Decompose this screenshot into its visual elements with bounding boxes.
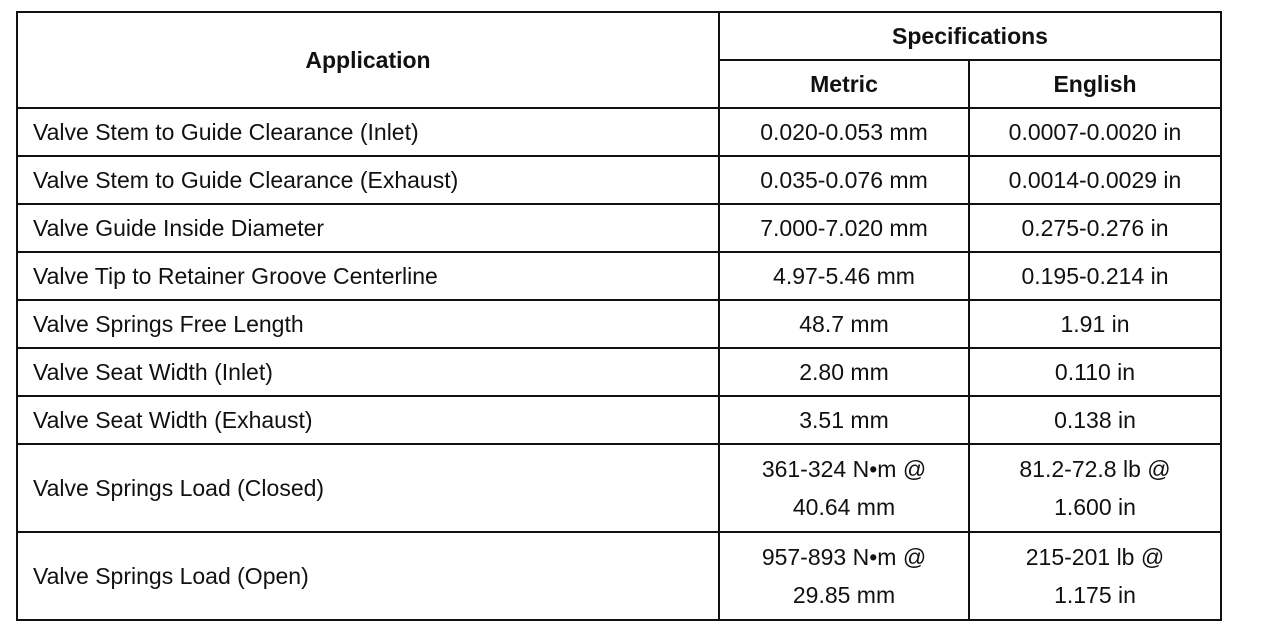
english-value-line: 1.91 in — [1060, 311, 1130, 337]
table-row — [17, 252, 1221, 300]
application-cell: Valve Springs Load (Open) — [17, 532, 719, 620]
english-value-line: 0.138 in — [1054, 407, 1136, 433]
english-value-line: 0.0007-0.0020 in — [1008, 119, 1182, 145]
specifications-table — [16, 11, 1222, 621]
metric-value-line: 2.80 mm — [799, 359, 889, 385]
table-body — [17, 108, 1221, 620]
english-value-line: 1.175 in — [1054, 582, 1136, 608]
metric-cell — [719, 156, 969, 204]
english-value-line: 81.2-72.8 lb @ — [1019, 456, 1171, 482]
metric-value-line: 0.035-0.076 mm — [760, 167, 928, 193]
metric-value-line: 48.7 mm — [799, 311, 889, 337]
metric-value-line: 361-324 N•m @ — [761, 456, 927, 482]
application-cell: Valve Stem to Guide Clearance (Inlet) — [17, 108, 719, 156]
metric-cell — [719, 348, 969, 396]
english-header: English — [969, 60, 1221, 108]
application-header: Application — [17, 12, 719, 108]
metric-value-line: 3.51 mm — [799, 407, 889, 433]
english-value-line: 0.110 in — [1054, 359, 1136, 385]
application-cell: Valve Guide Inside Diameter — [17, 204, 719, 252]
metric-cell — [719, 396, 969, 444]
table-row — [17, 204, 1221, 252]
english-cell — [969, 252, 1221, 300]
english-cell — [969, 396, 1221, 444]
metric-cell — [719, 532, 969, 620]
application-cell: Valve Tip to Retainer Groove Centerline — [17, 252, 719, 300]
english-cell — [969, 444, 1221, 532]
english-cell — [969, 156, 1221, 204]
metric-value-line: 0.020-0.053 mm — [760, 119, 928, 145]
metric-value-line: 7.000-7.020 mm — [760, 215, 928, 241]
application-cell: Valve Springs Load (Closed) — [17, 444, 719, 532]
metric-header: Metric — [719, 60, 969, 108]
metric-value-line: 40.64 mm — [792, 494, 896, 520]
metric-cell — [719, 444, 969, 532]
english-cell — [969, 300, 1221, 348]
english-cell — [969, 532, 1221, 620]
english-value-line: 0.0014-0.0029 in — [1008, 167, 1182, 193]
metric-cell — [719, 108, 969, 156]
metric-cell — [719, 300, 969, 348]
application-cell: Valve Seat Width (Inlet) — [17, 348, 719, 396]
metric-cell — [719, 204, 969, 252]
english-value-line: 0.195-0.214 in — [1021, 263, 1169, 289]
metric-cell — [719, 252, 969, 300]
application-cell: Valve Seat Width (Exhaust) — [17, 396, 719, 444]
english-cell — [969, 204, 1221, 252]
header-row-top — [17, 12, 1221, 60]
metric-value-line: 29.85 mm — [792, 582, 896, 608]
application-cell: Valve Stem to Guide Clearance (Exhaust) — [17, 156, 719, 204]
english-value-line: 1.600 in — [1054, 494, 1136, 520]
english-cell — [969, 348, 1221, 396]
table-row — [17, 108, 1221, 156]
table-row — [17, 396, 1221, 444]
english-value-line: 0.275-0.276 in — [1021, 215, 1169, 241]
application-cell: Valve Springs Free Length — [17, 300, 719, 348]
specifications-header: Specifications — [719, 12, 1221, 60]
metric-value-line: 957-893 N•m @ — [761, 544, 927, 570]
table-row — [17, 444, 1221, 532]
table-row — [17, 348, 1221, 396]
english-cell — [969, 108, 1221, 156]
english-value-line: 215-201 lb @ — [1025, 544, 1165, 570]
metric-value-line: 4.97-5.46 mm — [773, 263, 915, 289]
table-row — [17, 156, 1221, 204]
table-row — [17, 300, 1221, 348]
table-row — [17, 532, 1221, 620]
